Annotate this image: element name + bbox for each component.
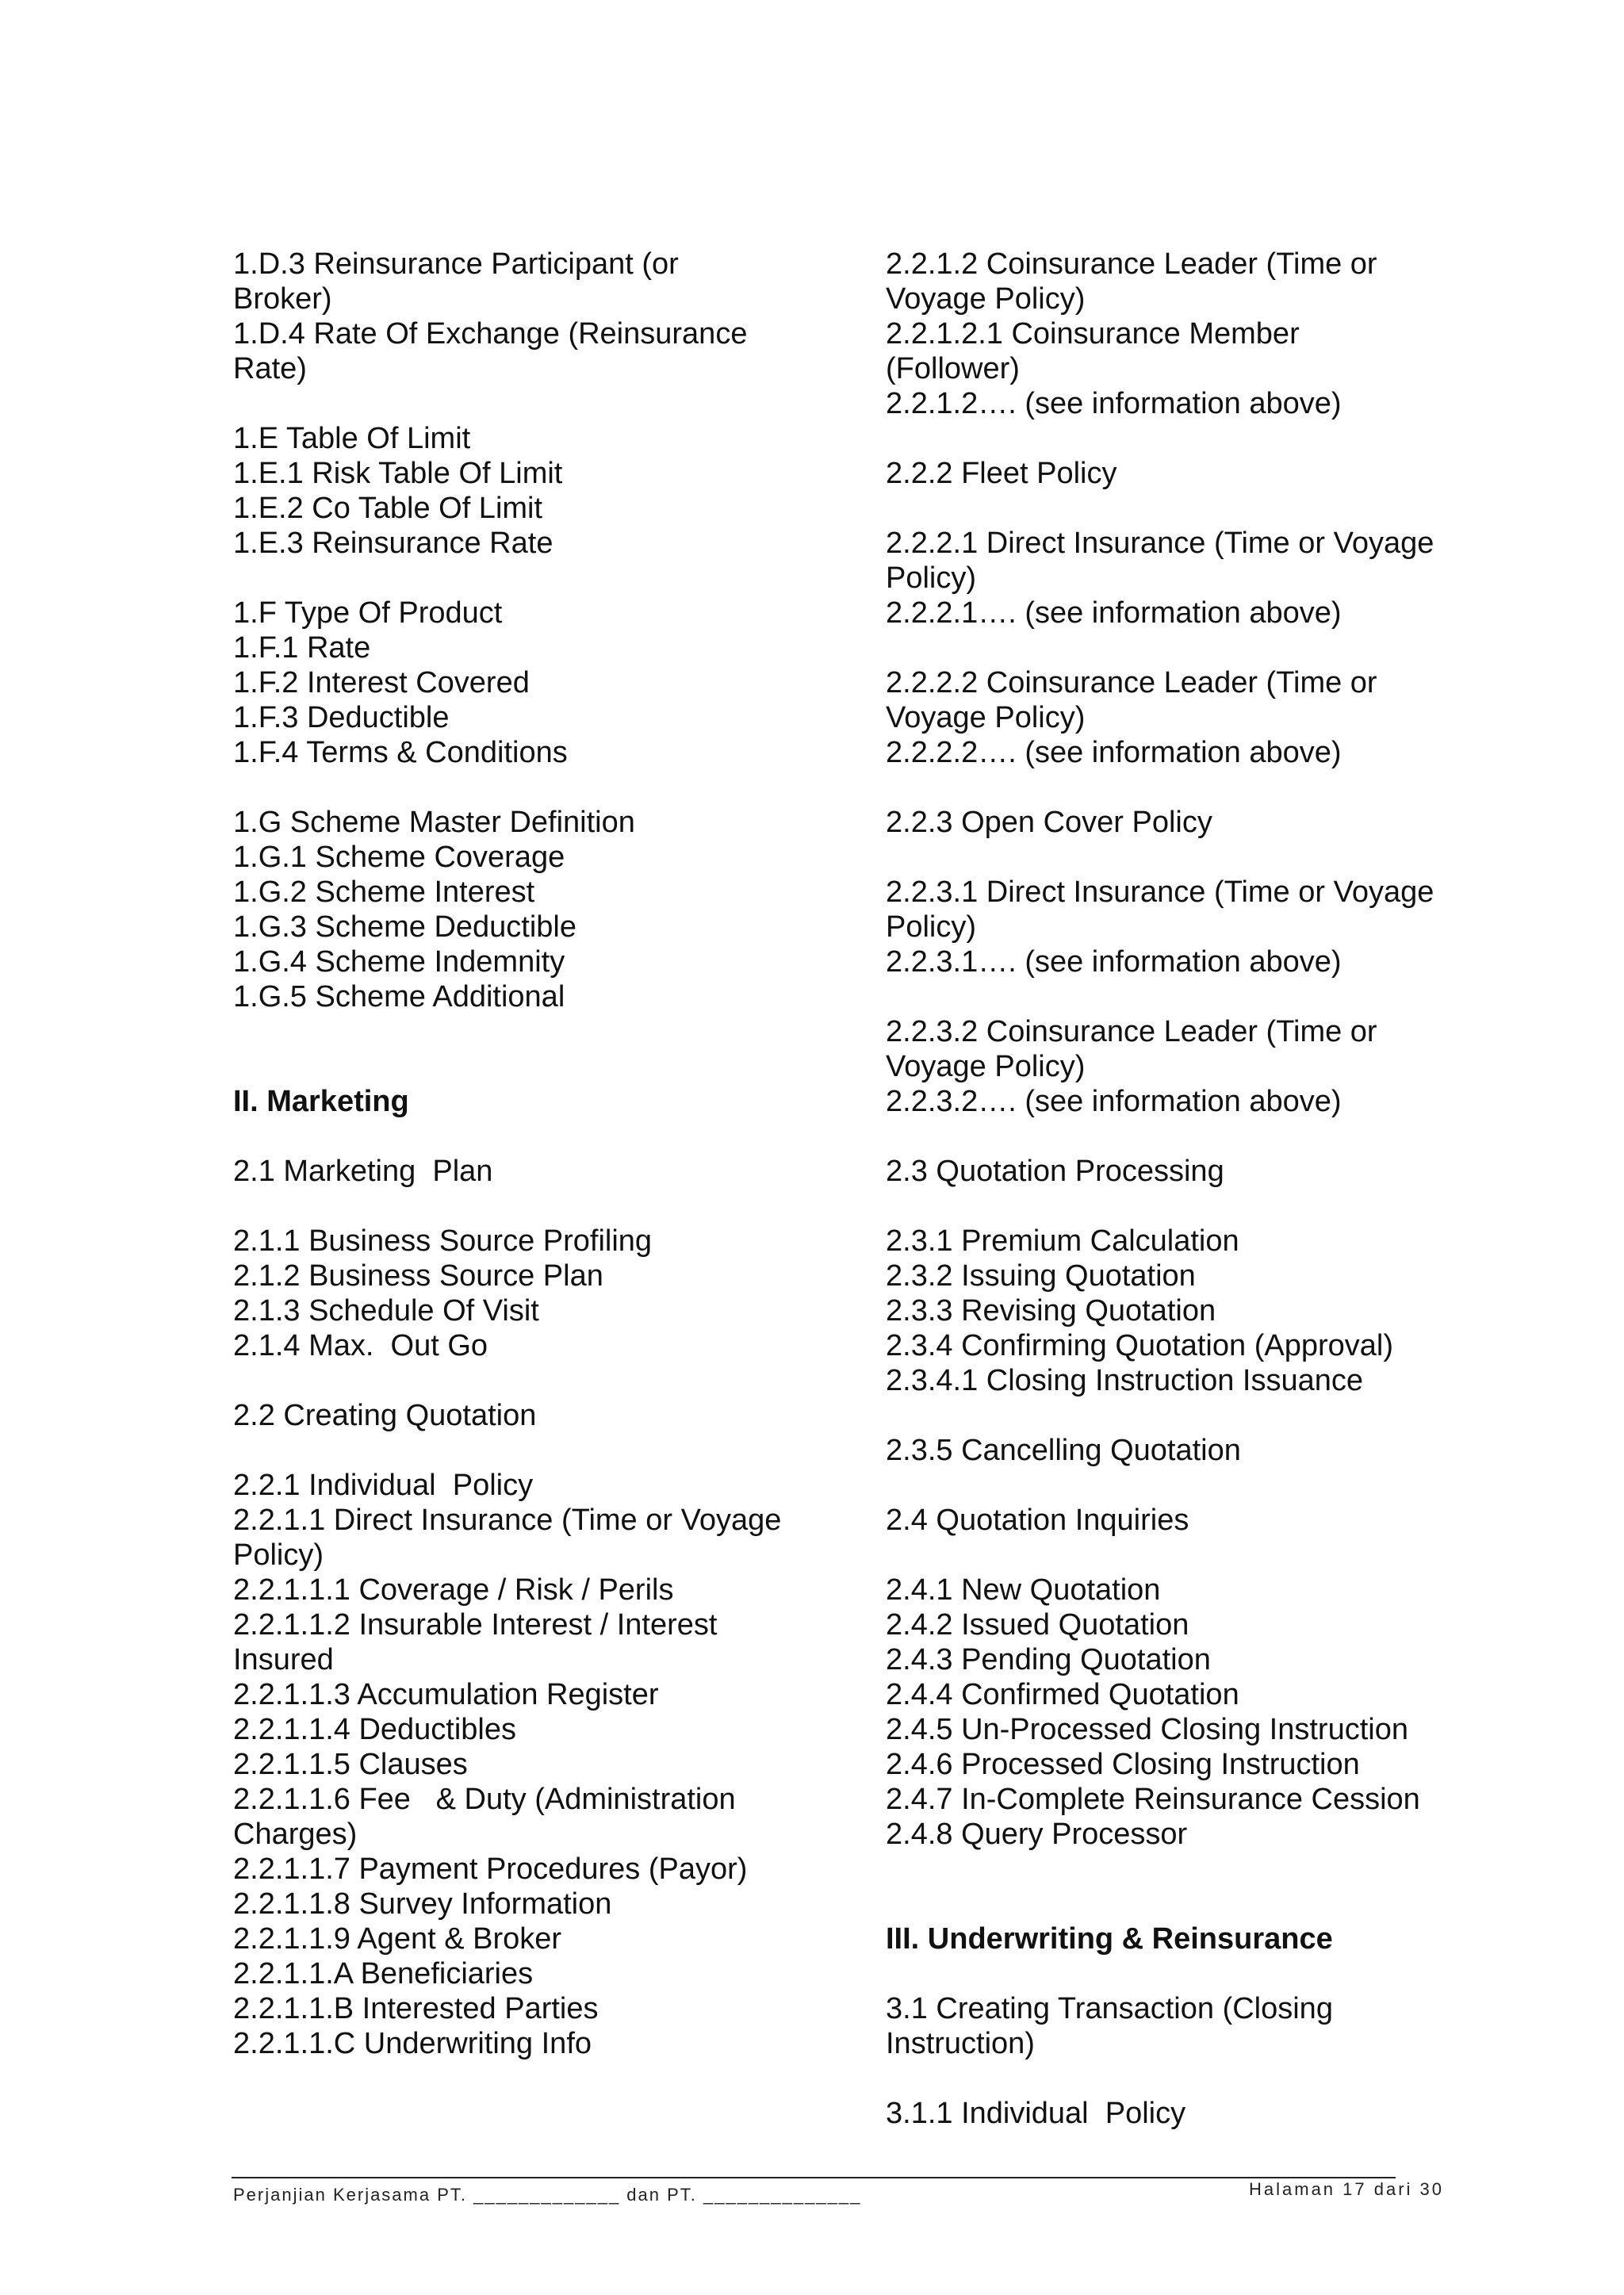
outline-entry: 2.2.1.1.9 Agent & Broker (233, 1922, 562, 1956)
outline-entry-continuation: Charges) (233, 1818, 358, 1851)
outline-entry: 2.2.1.1.1 Coverage / Risk / Perils (233, 1573, 674, 1607)
outline-block (233, 247, 860, 386)
outline-entry: 2.3 Quotation Processing (886, 1155, 1224, 1188)
outline-block (886, 1224, 1520, 1398)
outline-entry: 2.1.2 Business Source Plan (233, 1259, 603, 1293)
outline-entry: 2.3.1 Premium Calculation (886, 1224, 1239, 1258)
outline-entry: 2.2.1.1.A Beneficiaries (233, 1957, 534, 1990)
outline-entry: 1.E.1 Risk Table Of Limit (233, 457, 563, 490)
footer-agreement-text: Perjanjian Kerjasama PT. _____________ dan PT. ______________ (233, 2185, 862, 2205)
outline-entry: 2.3.2 Issuing Quotation (886, 1259, 1196, 1293)
outline-entry-continuation: Voyage Policy) (886, 1050, 1086, 1083)
outline-entry-continuation: Rate) (233, 352, 307, 385)
outline-entry-continuation: Policy) (233, 1538, 324, 1572)
outline-entry: 2.2.1.1.8 Survey Information (233, 1887, 612, 1921)
outline-entry: 2.2.2.2 Coinsurance Leader (Time or (886, 666, 1377, 699)
outline-block (886, 875, 1520, 979)
section-heading: II. Marketing (233, 1085, 409, 1118)
right-column (886, 247, 1520, 2131)
outline-entry: 2.3.3 Revising Quotation (886, 1294, 1216, 1328)
outline-entry: 2.2.1.1.3 Accumulation Register (233, 1678, 659, 1711)
outline-entry: 2.2.3.2…. (see information above) (886, 1085, 1342, 1118)
outline-entry: 1.F.1 Rate (233, 631, 371, 665)
outline-entry: 1.E.2 Co Table Of Limit (233, 492, 543, 525)
outline-entry: 2.4.5 Un-Processed Closing Instruction (886, 1713, 1408, 1746)
outline-entry: 2.2.3 Open Cover Policy (886, 806, 1212, 839)
outline-entry-continuation: Voyage Policy) (886, 701, 1086, 734)
outline-entry-continuation: (Follower) (886, 352, 1020, 385)
outline-entry: 2.3.4.1 Closing Instruction Issuance (886, 1364, 1364, 1397)
outline-entry: 2.4.1 New Quotation (886, 1573, 1161, 1607)
outline-block (886, 1014, 1520, 1119)
outline-entry: 2.2.1.1 Direct Insurance (Time or Voyage (233, 1504, 782, 1537)
left-column (233, 247, 860, 2061)
outline-block (233, 596, 860, 770)
outline-block (886, 456, 1520, 491)
outline-entry: 2.2.1.2.1 Coinsurance Member (886, 317, 1300, 351)
outline-block (233, 1154, 860, 1189)
outline-entry: 2.4.6 Processed Closing Instruction (886, 1748, 1360, 1781)
outline-entry: 2.2 Creating Quotation (233, 1399, 537, 1432)
outline-entry: 1.G.2 Scheme Interest (233, 875, 535, 909)
outline-entry: 2.2.2.1…. (see information above) (886, 596, 1342, 630)
section-heading-block (233, 1084, 860, 1119)
outline-entry: 2.4 Quotation Inquiries (886, 1504, 1189, 1537)
outline-entry: 1.G.5 Scheme Additional (233, 980, 565, 1013)
outline-entry-continuation: Instruction) (886, 2027, 1035, 2060)
outline-entry: 2.2.3.1 Direct Insurance (Time or Voyage (886, 875, 1434, 909)
outline-entry: 2.1.3 Schedule Of Visit (233, 1294, 539, 1328)
outline-entry: 1.D.4 Rate Of Exchange (Reinsurance (233, 317, 748, 351)
outline-entry-continuation: Policy) (886, 910, 977, 944)
outline-entry: 2.2.1.1.7 Payment Procedures (Payor) (233, 1852, 748, 1886)
outline-entry: 1.G.3 Scheme Deductible (233, 910, 577, 944)
outline-block (886, 2096, 1520, 2131)
outline-block (886, 1573, 1520, 1852)
outline-entry: 2.1.4 Max. Out Go (233, 1329, 488, 1362)
outline-block (233, 1398, 860, 1433)
outline-block (886, 1991, 1520, 2061)
outline-block (886, 1433, 1520, 1468)
outline-entry: 2.2.1.2…. (see information above) (886, 387, 1342, 420)
outline-entry: 2.2.1 Individual Policy (233, 1469, 534, 1502)
outline-entry: 1.G.4 Scheme Indemnity (233, 945, 565, 979)
page-number: Halaman 17 dari 30 (1249, 2179, 1445, 2199)
outline-block (886, 805, 1520, 840)
outline-entry: 2.2.1.1.4 Deductibles (233, 1713, 517, 1746)
outline-block (233, 805, 860, 1014)
outline-entry: 2.2.1.1.2 Insurable Interest / Interest (233, 1608, 718, 1642)
outline-entry: 2.1 Marketing Plan (233, 1155, 493, 1188)
outline-entry: 1.E.3 Reinsurance Rate (233, 527, 553, 560)
outline-entry: 2.2.1.1.6 Fee & Duty (Administration (233, 1783, 736, 1816)
section-heading-block (886, 1921, 1520, 1956)
outline-entry: 2.2.2.2…. (see information above) (886, 736, 1342, 769)
outline-block (233, 421, 860, 561)
outline-block (886, 665, 1520, 770)
outline-entry: 1.F Type Of Product (233, 596, 503, 630)
outline-entry: 2.4.4 Confirmed Quotation (886, 1678, 1239, 1711)
outline-entry: 2.3.5 Cancelling Quotation (886, 1434, 1241, 1467)
outline-entry: 1.F.4 Terms & Conditions (233, 736, 568, 769)
outline-entry: 1.E Table Of Limit (233, 422, 471, 455)
outline-entry: 2.2.1.1.B Interested Parties (233, 1992, 599, 2025)
outline-entry: 2.2.1.1.C Underwriting Info (233, 2027, 592, 2060)
outline-entry-continuation: Insured (233, 1643, 334, 1676)
outline-entry: 2.1.1 Business Source Profiling (233, 1224, 653, 1258)
outline-entry-continuation: Policy) (886, 561, 977, 595)
outline-entry: 2.4.3 Pending Quotation (886, 1643, 1211, 1676)
outline-entry-continuation: Voyage Policy) (886, 282, 1086, 316)
outline-entry: 1.G.1 Scheme Coverage (233, 841, 565, 874)
outline-entry: 1.G Scheme Master Definition (233, 806, 635, 839)
outline-entry: 2.4.7 In-Complete Reinsurance Cession (886, 1783, 1420, 1816)
outline-entry: 3.1.1 Individual Policy (886, 2097, 1186, 2130)
outline-block (886, 1503, 1520, 1538)
outline-block (233, 1468, 860, 2061)
outline-entry: 2.2.2 Fleet Policy (886, 457, 1117, 490)
outline-entry: 2.2.1.2 Coinsurance Leader (Time or (886, 247, 1377, 281)
outline-entry: 2.4.8 Query Processor (886, 1818, 1188, 1851)
section-heading: III. Underwriting & Reinsurance (886, 1922, 1333, 1956)
outline-block (886, 247, 1520, 421)
outline-entry: 1.F.2 Interest Covered (233, 666, 530, 699)
outline-entry: 2.2.3.1…. (see information above) (886, 945, 1342, 979)
outline-entry: 1.F.3 Deductible (233, 701, 450, 734)
outline-entry: 2.4.2 Issued Quotation (886, 1608, 1189, 1642)
outline-entry: 1.D.3 Reinsurance Participant (or (233, 247, 679, 281)
outline-entry: 2.2.1.1.5 Clauses (233, 1748, 468, 1781)
outline-entry: 3.1 Creating Transaction (Closing (886, 1992, 1333, 2025)
outline-entry: 2.3.4 Confirming Quotation (Approval) (886, 1329, 1393, 1362)
outline-entry: 2.2.2.1 Direct Insurance (Time or Voyage (886, 527, 1434, 560)
outline-block (233, 1224, 860, 1363)
outline-block (886, 1154, 1520, 1189)
footer-rule (232, 2177, 1396, 2178)
outline-block (886, 526, 1520, 630)
outline-entry-continuation: Broker) (233, 282, 332, 316)
outline-entry: 2.2.3.2 Coinsurance Leader (Time or (886, 1015, 1377, 1048)
